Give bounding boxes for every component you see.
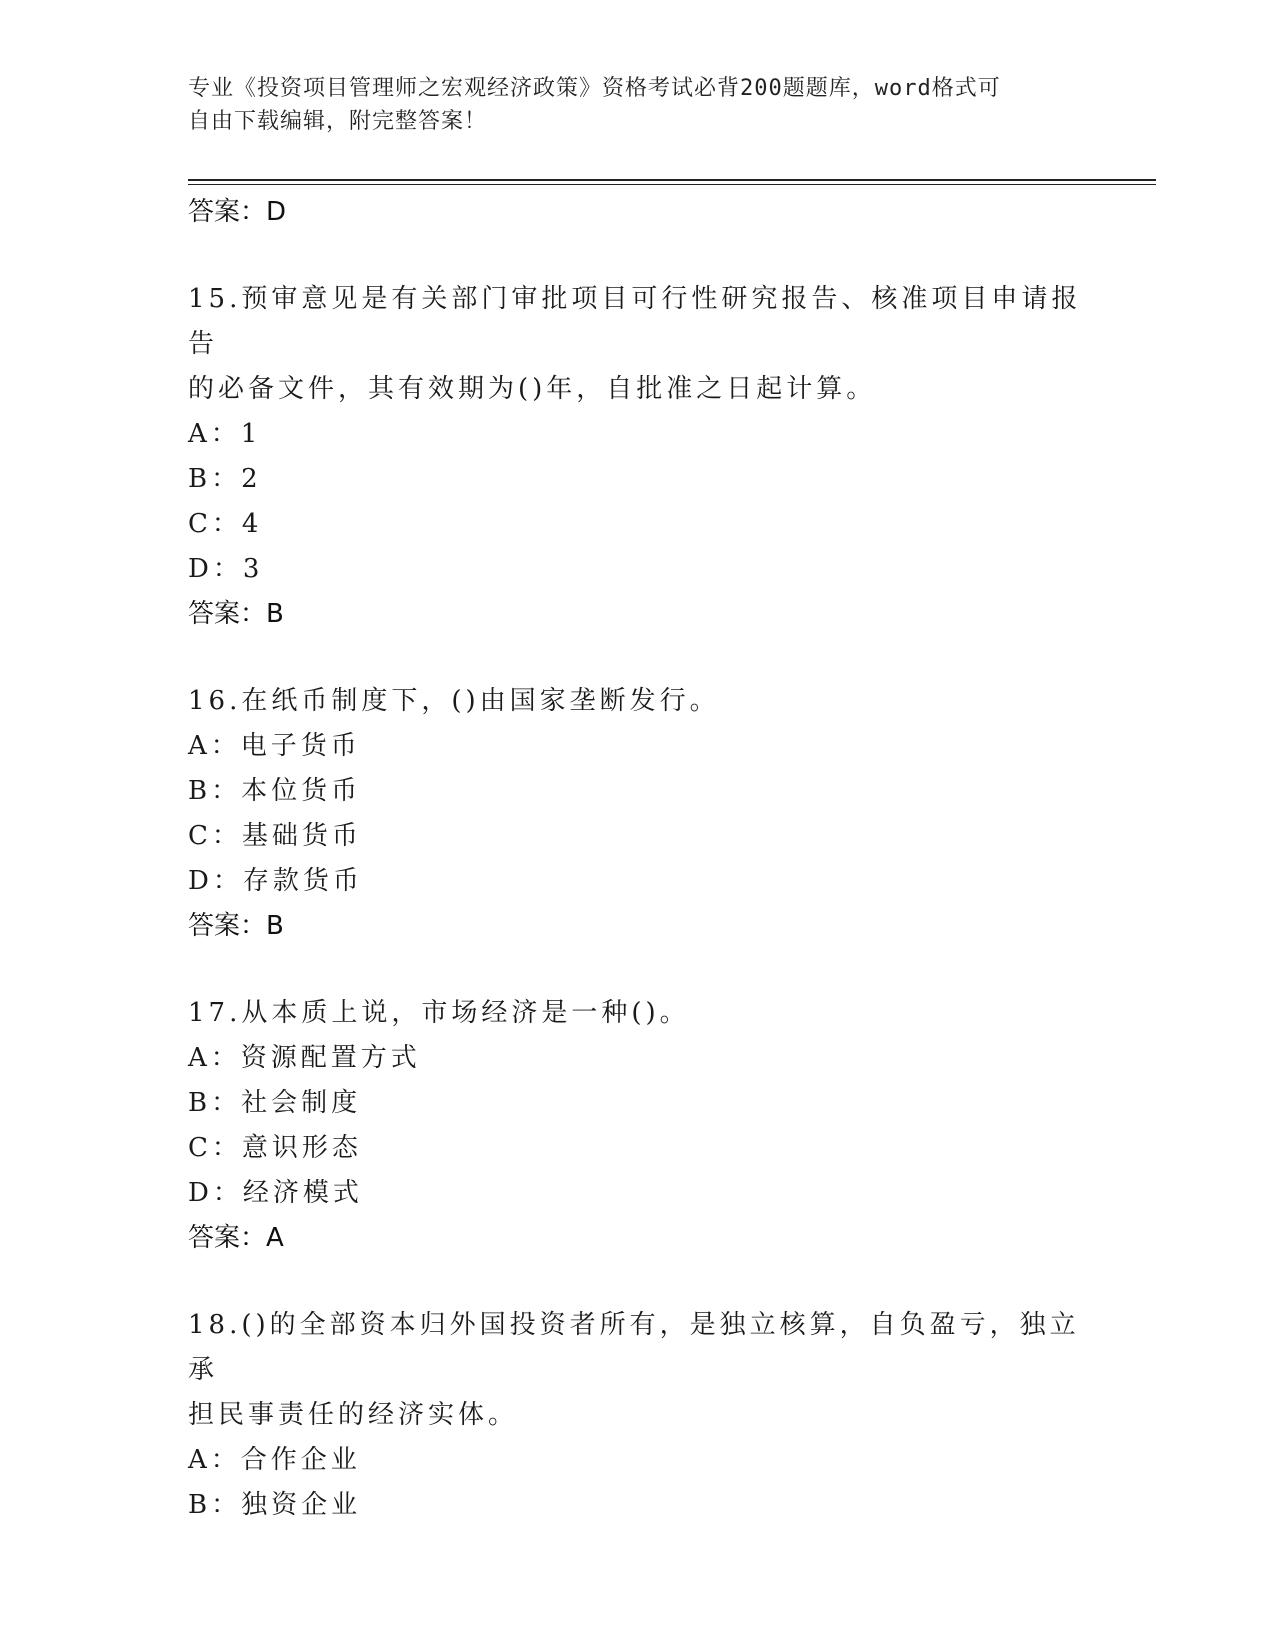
option-a: A：资源配置方式	[188, 1043, 421, 1073]
stem-line: 15.预审意见是有关部门审批项目可行性研究报告、核准项目申请报告	[188, 284, 1082, 359]
option-a: A：电子货币	[188, 731, 361, 761]
previous-answer: 答案：D	[188, 197, 287, 227]
answer: 答案：B	[188, 911, 284, 941]
document-header	[188, 72, 1068, 138]
option-c: C：基础货币	[188, 821, 362, 851]
question-17	[188, 991, 1088, 1261]
option-b: B：社会制度	[188, 1088, 362, 1118]
answer: 答案：A	[188, 1223, 284, 1253]
stem-line: 的必备文件，其有效期为()年，自批准之日起计算。	[188, 374, 877, 404]
stem-line: 担民事责任的经济实体。	[188, 1400, 519, 1430]
header-rule-thick	[188, 179, 1156, 181]
option-b: B：2	[188, 464, 262, 494]
question-18	[188, 1303, 1088, 1528]
option-a: A：合作企业	[188, 1445, 361, 1475]
question-16	[188, 679, 1088, 949]
option-c: C：意识形态	[188, 1133, 362, 1163]
stem-line: 18.()的全部资本归外国投资者所有，是独立核算，自负盈亏，独立承	[188, 1310, 1080, 1385]
option-d: D：存款货币	[188, 866, 363, 896]
question-stem	[188, 277, 1088, 412]
option-b: B：独资企业	[188, 1490, 362, 1520]
header-line-2: 自由下载编辑，附完整答案！	[188, 109, 488, 134]
option-d: D：3	[188, 554, 264, 584]
header-line-1: 专业《投资项目管理师之宏观经济政策》资格考试必背200题题库，word格式可	[188, 76, 1001, 101]
question-stem	[188, 1303, 1088, 1438]
question-stem	[188, 679, 1088, 724]
option-c: C：4	[188, 509, 263, 539]
answer: 答案：B	[188, 599, 284, 629]
stem-line: 17.从本质上说，市场经济是一种()。	[188, 998, 690, 1028]
question-list	[188, 190, 1088, 1528]
option-a: A：1	[188, 419, 262, 449]
stem-line: 16.在纸币制度下，()由国家垄断发行。	[188, 686, 720, 716]
option-b: B：本位货币	[188, 776, 362, 806]
question-stem	[188, 991, 1088, 1036]
header-rule-thin	[188, 184, 1156, 185]
question-15	[188, 277, 1088, 637]
option-d: D：经济模式	[188, 1178, 363, 1208]
